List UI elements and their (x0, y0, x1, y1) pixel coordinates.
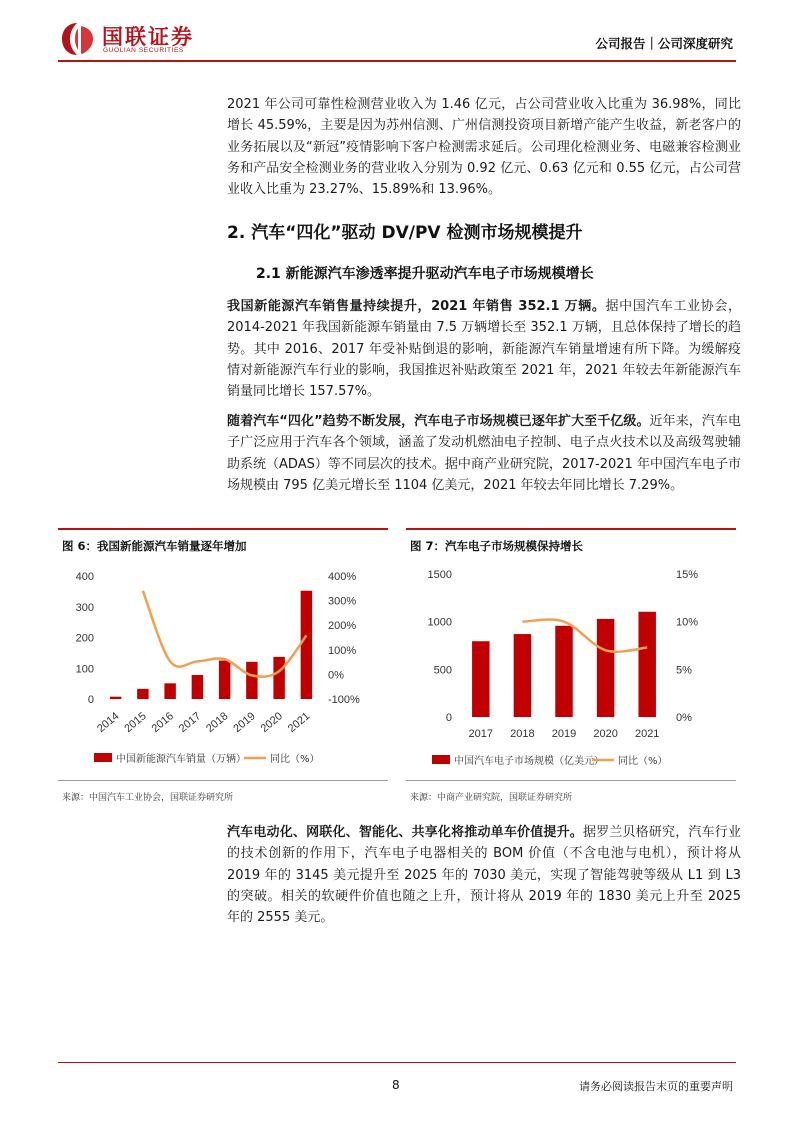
paragraph-lead: 我国新能源汽车销售量持续提升，2021 年销售 352.1 万辆。 (227, 299, 606, 314)
logo-emblem-icon (58, 20, 96, 58)
y-right-tick-label: -100% (328, 694, 360, 706)
logo-chinese-name: 国联证券 (102, 25, 194, 49)
bar (514, 634, 531, 717)
x-tick-label: 2021 (634, 728, 660, 740)
auto-electronics-market-chart (406, 558, 736, 778)
bar (110, 697, 121, 699)
x-tick-label: 2021 (285, 710, 313, 736)
header-divider (58, 60, 736, 62)
legend-label: 同比（%） (618, 756, 668, 767)
nev-sales-chart (58, 558, 388, 778)
y-left-tick-label: 0 (445, 712, 452, 724)
page-header (0, 0, 793, 70)
y-right-tick-label: 0% (676, 712, 692, 724)
paragraph-reliability-revenue: 2021 年公司可靠性检测营业收入为 1.46 亿元，占公司营业收入比重为 36.98%，同比增长 45.59%，主要是因为苏州信测、广州信测投资项目新增产能产生收益，新老客户的业务拓展以及“新冠”疫情影响下客户检测需求延后。公司理化检测业务、电磁兼容检测业务和产品安全检测业务的营业收入分别为 0.92 亿元、0.63 亿元和 0.55 亿元，占公司营业收入比重为 23.27%、15.89%和 13.96%。 (227, 97, 741, 198)
paragraph-lead: 汽车电动化、网联化、智能化、共享化将推动单车价值提升。 (227, 825, 583, 840)
logo-english-name: GUOLIAN SECURITIES (103, 47, 184, 54)
figure-source: 来源：中国汽车工业协会，国联证券研究所 (62, 793, 234, 803)
figure-title: 图 7：汽车电子市场规模保持增长 (410, 539, 584, 553)
yoy-growth-line (522, 620, 647, 652)
y-left-tick-label: 0 (87, 694, 94, 706)
bar (273, 657, 284, 699)
bar (192, 675, 203, 699)
y-left-tick-label: 300 (75, 601, 94, 614)
x-tick-label: 2017 (468, 728, 494, 740)
paragraph-auto-electronics (227, 411, 741, 496)
bar (638, 612, 655, 717)
figure-title-bar (406, 528, 736, 560)
y-left-tick-label: 200 (75, 632, 94, 645)
y-left-tick-label: 400 (75, 571, 94, 583)
x-tick-label: 2014 (95, 710, 122, 736)
y-right-tick-label: 300% (328, 595, 357, 608)
y-right-tick-label: 15% (676, 569, 699, 581)
bar (219, 661, 230, 699)
bar (246, 662, 257, 699)
figure-source: 来源：中商产业研究院，国联证券研究所 (410, 793, 573, 803)
y-right-tick-label: 400% (328, 571, 357, 583)
legend-label: 中国新能源汽车销量（万辆） (116, 754, 246, 765)
x-tick-label: 2017 (176, 710, 204, 736)
paragraph-body: 据罗兰贝格研究，汽车行业的技术创新的作用下，汽车电子电器相关的 BOM 价值（不含电池与电机），预计将从 2019 年的 3145 美元提升至 2025 年的 7030 美元，实现了智能驾驶等级从 L1 到 L3 的突破。相关的软硬件价值也随之上升，预计将从 2019 年的 1830 美元上升至 2025 年的 2555 美元。 (227, 825, 741, 926)
x-tick-label: 2019 (231, 710, 258, 736)
bar (597, 619, 614, 717)
x-tick-label: 2015 (122, 710, 149, 736)
y-right-tick-label: 5% (676, 664, 692, 677)
section-heading-2: 2. 汽车“四化”驱动 DV/PV 检测市场规模提升 (227, 223, 583, 243)
page-number: 8 (392, 1078, 400, 1092)
bar (472, 641, 489, 717)
figure-source-divider (406, 780, 736, 781)
report-type-label: 公司报告｜公司深度研究 (595, 36, 733, 51)
paragraph-body: 据中国汽车工业协会，2014-2021 年我国新能源车销量由 7.5 万辆增长至 352.1 万辆，且总体保持了增长的趋势。其中 2016、2017 年受补贴倒退的影响，新能源汽车销量增速有所下降。为缓解疫情对新能源汽车行业的影响，我国推迟补贴政策至 2021 年，2021 年较去年新能源汽车销量同比增长 157.57%。 (227, 299, 741, 400)
bar (555, 626, 572, 717)
brand-logo (58, 20, 218, 60)
figure-title: 图 6：我国新能源汽车销量逐年增加 (62, 539, 247, 553)
paragraph-vehicle-value (227, 822, 741, 928)
paragraph-lead: 随着汽车“四化”趋势不断发展，汽车电子市场规模已逐年扩大至千亿级。 (227, 414, 650, 429)
legend-label: 中国汽车电子市场规模（亿美元） (454, 756, 604, 767)
footer-divider (58, 1062, 736, 1063)
bar (137, 689, 148, 699)
x-tick-label: 2016 (149, 710, 177, 736)
bar (164, 683, 175, 699)
legend-swatch-bar (432, 755, 450, 764)
y-right-tick-label: 200% (328, 620, 357, 633)
y-left-tick-label: 1000 (427, 616, 452, 629)
figure-title-bar (58, 528, 388, 560)
y-left-tick-label: 500 (433, 664, 452, 677)
section-heading-2-1: 2.1 新能源汽车渗透率提升驱动汽车电子市场规模增长 (256, 266, 594, 282)
x-tick-label: 2018 (204, 710, 231, 736)
x-tick-label: 2020 (258, 710, 286, 736)
y-right-tick-label: 10% (676, 616, 699, 629)
footer-disclaimer: 请务必阅读报告末页的重要声明 (579, 1080, 733, 1093)
x-tick-label: 2020 (593, 728, 618, 740)
x-tick-label: 2018 (510, 728, 535, 740)
legend-swatch-bar (94, 753, 112, 762)
paragraph-nev-sales (227, 296, 741, 402)
y-left-tick-label: 1500 (427, 569, 452, 581)
y-right-tick-label: 100% (328, 644, 357, 657)
y-right-tick-label: 0% (328, 669, 344, 682)
legend-label: 同比（%） (270, 754, 320, 765)
x-tick-label: 2019 (551, 728, 577, 740)
bar (301, 591, 312, 699)
paragraph-body: 近年来，汽车电子广泛应用于汽车各个领域，涵盖了发动机燃油电子控制、电子点火技术以及高级驾驶辅助系统（ADAS）等不同层次的技术。据中商产业研究院，2017-2021 年中国汽车电子市场规模由 795 亿美元增长至 1104 亿美元，2021 年较去年同比增长 7.29%。 (227, 414, 741, 493)
y-left-tick-label: 100 (75, 663, 94, 676)
figure-source-divider (58, 780, 388, 781)
